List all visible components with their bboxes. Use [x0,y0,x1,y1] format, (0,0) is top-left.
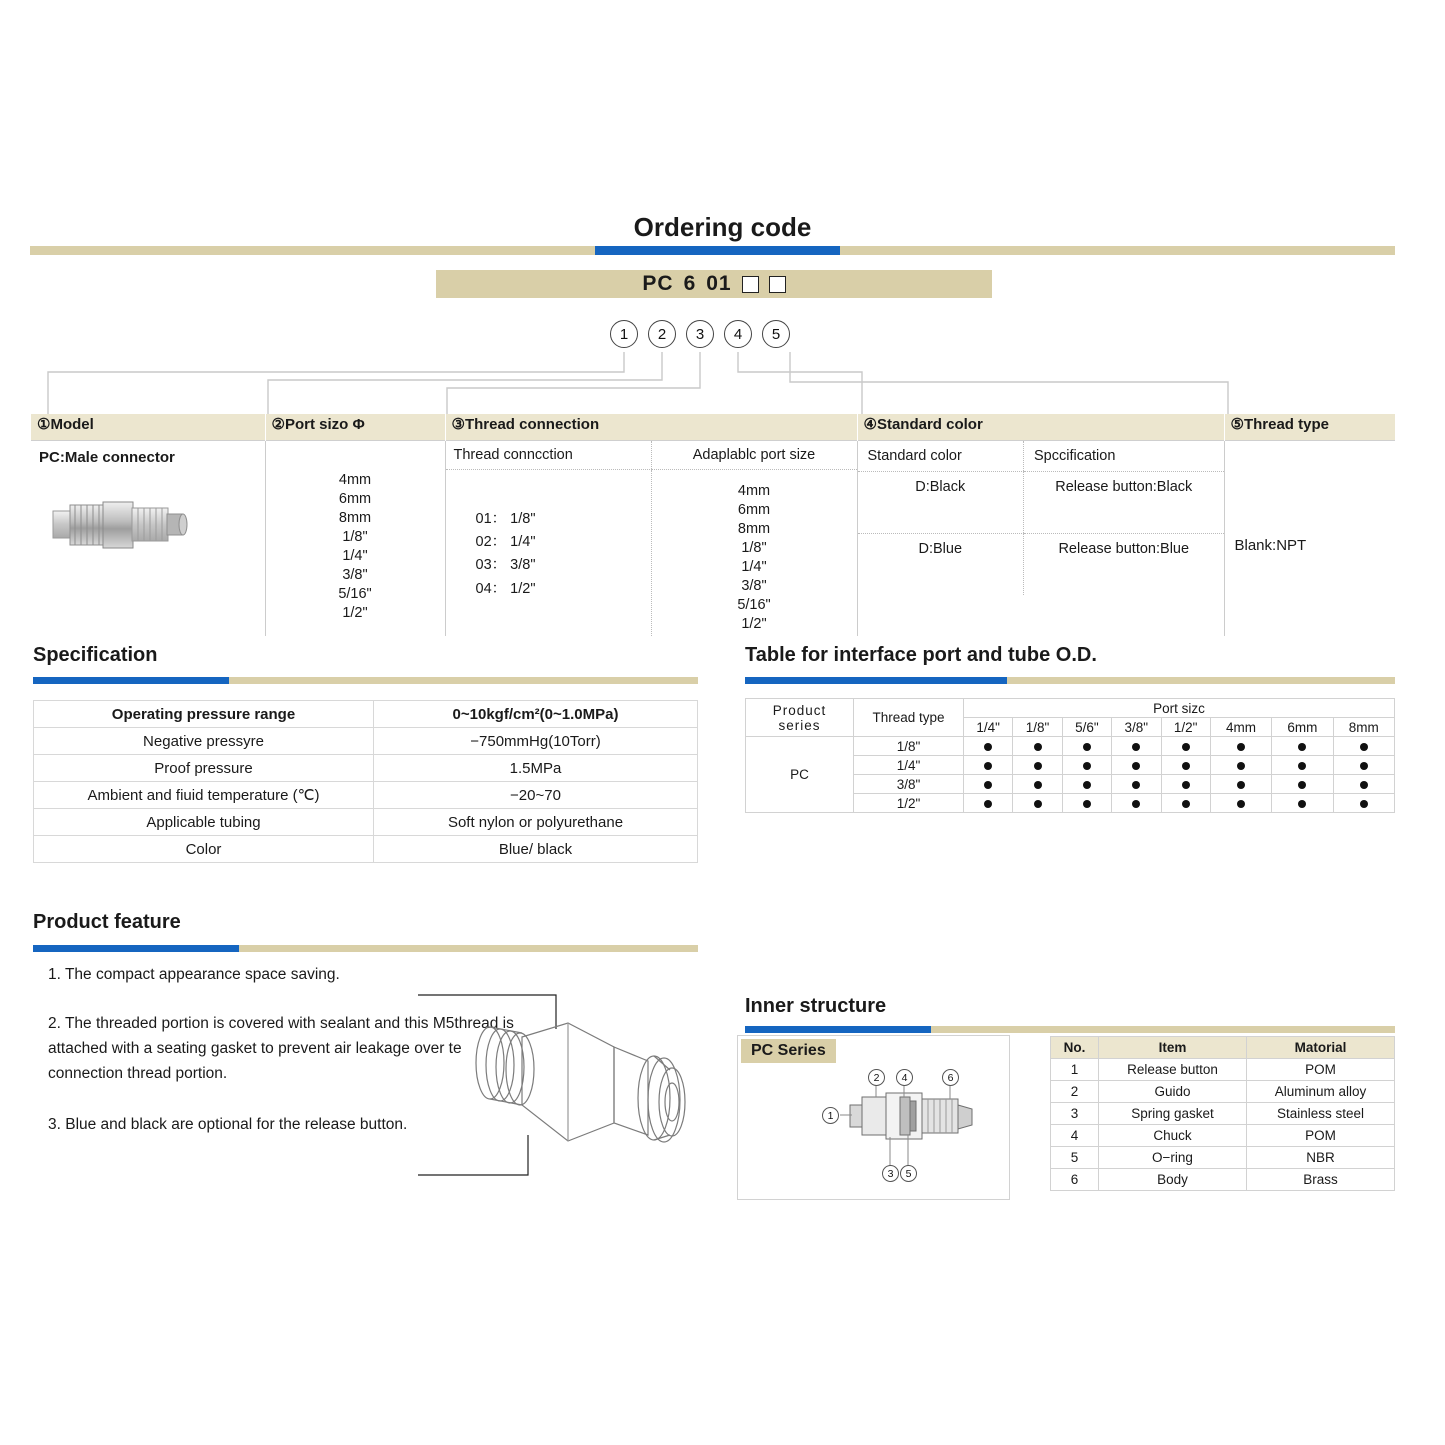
oc-cell-standard-color [857,440,1224,636]
filled-dot [1083,743,1091,751]
callout-3: 3 [686,320,714,348]
callout-5: 5 [762,320,790,348]
oc-header-thread-num: ③ [451,416,465,433]
port-size-item: 1/8" [342,528,368,545]
port-mark [1112,794,1161,813]
port-mark [1013,775,1062,794]
spec-value: −750mmHg(10Torr) [374,728,698,755]
port-size-item: 1/2" [342,605,368,622]
spec-value: 0~10kgf/cm²(0~1.0MPa) [374,701,698,728]
spec-value: 1.5MPa [374,755,698,782]
adaptable-port-item: 6mm [737,501,771,518]
table-row [1051,1125,1395,1147]
inner-structure-cutaway [830,1075,1008,1180]
filled-dot [1237,800,1245,808]
table-row [34,836,698,863]
filled-dot [1298,800,1306,808]
port-mark [1210,794,1271,813]
oc-header-port [265,414,445,440]
oc-header-thread-text: Thread connection [464,416,600,433]
table-row [34,809,698,836]
table-row [1051,1169,1395,1191]
port-size-item: 5/16" [338,586,372,603]
filled-dot [1083,781,1091,789]
port-mark [1112,737,1161,756]
adaptable-port-item: 8mm [737,520,771,537]
color-header-code: Standard color [858,441,1024,472]
port-size-col-header: 3/8" [1112,718,1161,737]
port-row-thread: 3/8" [854,775,964,794]
model-label: PC:Male connector [39,448,175,466]
code-port-size: 6 [683,272,697,295]
thread-code-item: 04： 1/2" [475,580,536,597]
product-feature-line-drawing [418,985,708,1210]
oc-header-color-text: Standard color [876,416,983,433]
port-mark [1062,756,1111,775]
port-mark [1112,775,1161,794]
port-table-rule-blue [745,677,1007,684]
product-feature-rule-blue [33,945,239,952]
inner-callout-6: 6 [942,1069,959,1086]
filled-dot [1298,762,1306,770]
inner-row-material: POM [1247,1059,1395,1081]
port-header-series-line2: series [778,717,821,733]
ordering-table-header-row [31,414,1395,440]
port-header-series [746,699,854,737]
port-row-thread: 1/4" [854,756,964,775]
port-size-col-header: 1/8" [1013,718,1062,737]
inner-row-item: Guido [1099,1081,1247,1103]
filled-dot [1237,762,1245,770]
inner-row-material: Stainless steel [1247,1103,1395,1125]
port-tube-table [745,698,1395,813]
ordering-code-string [436,270,992,298]
oc-header-color-num: ④ [863,416,877,433]
port-row-thread: 1/2" [854,794,964,813]
port-series-name: PC [746,737,854,813]
port-mark [1333,756,1394,775]
specification-table [33,700,698,863]
thread-sub-header-right: Adaplablc port size [651,441,857,470]
thread-sub-body-row [446,469,857,636]
inner-row-material: Aluminum alloy [1247,1081,1395,1103]
ordering-code-rule [0,246,1445,256]
thread-code-item: 03： 3/8" [475,557,536,574]
filled-dot [1034,762,1042,770]
filled-dot [1237,781,1245,789]
adaptable-port-item: 3/8" [741,578,767,595]
specification-rule-blue [33,677,229,684]
adaptable-port-item: 1/2" [741,616,767,633]
inner-structure-rule-blue [745,1026,931,1033]
inner-structure-title: Inner structure [745,995,887,1017]
port-mark [1013,756,1062,775]
adaptable-port-item: 1/8" [741,539,767,556]
feature-item-2: 2. The threaded portion is covered with sealant and this M5thread is attached with a seating gasket to prevent air leakage over te connection thread portion. [48,1015,514,1083]
port-mark [964,737,1013,756]
filled-dot [984,762,992,770]
inner-row-no: 2 [1051,1081,1099,1103]
inner-row-material: NBR [1247,1147,1395,1169]
port-mark [1062,737,1111,756]
inner-callout-3: 3 [882,1165,899,1182]
inner-header-material: Matorial [1247,1037,1395,1059]
filled-dot [1034,743,1042,751]
spec-label: Color [34,836,374,863]
ordering-code-title: Ordering code [633,212,812,242]
inner-row-material: POM [1247,1125,1395,1147]
color-row-blue [858,533,1224,595]
table-row [34,728,698,755]
port-row-thread: 1/8" [854,737,964,756]
filled-dot [1360,781,1368,789]
table-row [746,737,1395,756]
feature-item-3: 3. Blue and black are optional for the release button. [48,1116,408,1134]
filled-dot [1182,743,1190,751]
port-size-col-header: 8mm [1333,718,1394,737]
port-size-list [266,441,445,624]
port-size-item: 8mm [338,509,372,526]
color-code-black: D:Black [858,471,1024,533]
thread-code-item: 01： 1/8" [475,510,536,527]
adaptable-port-item: 4mm [737,482,771,499]
filled-dot [1360,800,1368,808]
oc-header-port-text: Port sizo Φ [284,416,365,433]
thread-sub-header-row [446,441,857,470]
port-mark [964,794,1013,813]
inner-callout-2: 2 [868,1069,885,1086]
inner-row-no: 1 [1051,1059,1099,1081]
adaptable-port-list [651,469,857,636]
spec-label: Operating pressure range [34,701,374,728]
inner-callout-5: 5 [900,1165,917,1182]
callout-4: 4 [724,320,752,348]
port-size-col-header: 6mm [1272,718,1333,737]
port-header-series-line1: Product [772,702,827,718]
port-mark [1272,737,1333,756]
port-mark [964,756,1013,775]
ordering-code-callouts [610,320,790,348]
spec-label: Applicable tubing [34,809,374,836]
oc-cell-model [31,440,265,636]
port-size-col-header: 1/4" [964,718,1013,737]
filled-dot [1132,781,1140,789]
port-size-item: 1/4" [342,548,368,564]
table-row [1051,1081,1395,1103]
filled-dot [984,781,992,789]
filled-dot [1182,781,1190,789]
thread-code-item: 02： 1/4" [475,533,536,550]
ordering-table-body-row [31,440,1395,636]
port-mark [1272,794,1333,813]
ordering-code-table [31,414,1395,636]
inner-row-no: 3 [1051,1103,1099,1125]
port-size-col-header: 5/6" [1062,718,1111,737]
specification-title: Specification [33,644,158,666]
port-size-item: 3/8" [342,567,368,584]
inner-row-item: O−ring [1099,1147,1247,1169]
port-mark [1161,775,1210,794]
oc-header-model-num: ① [37,416,51,433]
filled-dot [1237,743,1245,751]
oc-header-thread-type-num: ⑤ [1230,416,1244,433]
filled-dot [1298,781,1306,789]
table-header-row [1051,1037,1395,1059]
filled-dot [1132,762,1140,770]
oc-cell-thread-connection [445,440,857,636]
oc-header-model [31,414,265,440]
callout-2: 2 [648,320,676,348]
standard-color-subtable [858,441,1224,596]
filled-dot [1298,743,1306,751]
oc-header-thread-type [1224,414,1395,440]
adaptable-port-item: 1/4" [741,559,767,575]
adaptable-port-item: 5/16" [737,597,771,614]
inner-structure-table [1050,1036,1395,1191]
oc-cell-port-size [265,440,445,636]
thread-sub-header-left: Thread conncction [446,441,652,470]
inner-header-no: No. [1051,1037,1099,1059]
port-size-item: 4mm [338,471,372,488]
oc-header-port-num: ② [271,416,285,433]
thread-type-value: Blank:NPT [1234,536,1307,554]
spec-value: Soft nylon or polyurethane [374,809,698,836]
thread-connection-subtable [446,441,857,636]
port-mark [1013,794,1062,813]
filled-dot [984,800,992,808]
spec-value: Blue/ black [374,836,698,863]
filled-dot [1182,762,1190,770]
filled-dot [1034,800,1042,808]
port-mark [1333,794,1394,813]
filled-dot [1360,743,1368,751]
port-mark [1272,756,1333,775]
port-header-thread-type: Thread type [854,699,964,737]
filled-dot [1132,743,1140,751]
filled-dot [1360,762,1368,770]
port-mark [1210,756,1271,775]
code-empty-box-4 [742,276,759,293]
filled-dot [1034,781,1042,789]
oc-header-thread-type-text: Thread type [1243,416,1329,433]
oc-cell-thread-type [1224,440,1395,636]
inner-row-item: Body [1099,1169,1247,1191]
color-header-row [858,441,1224,472]
product-feature-title: Product feature [33,911,181,933]
filled-dot [1182,800,1190,808]
spec-label: Ambient and fiuid temperature (℃) [34,782,374,809]
port-mark [1210,775,1271,794]
male-connector-illustration [39,480,219,572]
filled-dot [1083,762,1091,770]
feature-item-1: 1. The compact appearance space saving. [48,966,340,983]
thread-code-list [446,469,652,636]
port-mark [1333,775,1394,794]
port-size-col-header: 1/2" [1161,718,1210,737]
port-mark [1333,737,1394,756]
table-row [1051,1103,1395,1125]
rule-blue [595,246,840,255]
callout-1: 1 [610,320,638,348]
pc-series-tag: PC Series [741,1039,836,1063]
color-code-blue: D:Blue [918,540,963,557]
inner-callout-4: 4 [896,1069,913,1086]
port-mark [1013,737,1062,756]
code-empty-box-5 [769,276,786,293]
table-row [34,701,698,728]
port-mark [1161,794,1210,813]
inner-callout-1: 1 [822,1107,839,1124]
port-table-title: Table for interface port and tube O.D. [745,644,1097,666]
port-mark [1161,756,1210,775]
inner-row-no: 6 [1051,1169,1099,1191]
port-mark [1210,737,1271,756]
inner-row-item: Spring gasket [1099,1103,1247,1125]
color-spec-black: Release button:Black [1024,471,1224,533]
inner-header-item: Item [1099,1037,1247,1059]
inner-row-material: Brass [1247,1169,1395,1191]
spec-label: Proof pressure [34,755,374,782]
port-mark [1161,737,1210,756]
code-prefix: PC [642,272,674,295]
fitting-photo [39,480,257,590]
color-header-spec: Spccification [1024,441,1224,472]
table-row [34,755,698,782]
port-mark [1062,775,1111,794]
port-mark [964,775,1013,794]
code-thread: 01 [706,272,732,295]
port-size-item: 6mm [338,490,372,507]
table-row [746,699,1395,718]
color-spec-blue: Release button:Blue [1024,533,1224,595]
spec-label: Negative pressyre [34,728,374,755]
port-size-col-header: 4mm [1210,718,1271,737]
oc-header-thread [445,414,857,440]
filled-dot [1132,800,1140,808]
table-row [1051,1059,1395,1081]
oc-header-model-text: Model [50,416,94,433]
inner-row-no: 5 [1051,1147,1099,1169]
color-row-black [858,471,1224,533]
filled-dot [1083,800,1091,808]
inner-row-no: 4 [1051,1125,1099,1147]
oc-header-color [857,414,1224,440]
filled-dot [984,743,992,751]
port-mark [1062,794,1111,813]
table-row [1051,1147,1395,1169]
table-row [34,782,698,809]
inner-row-item: Chuck [1099,1125,1247,1147]
port-mark [1112,756,1161,775]
port-header-group: Port sizc [964,699,1395,718]
inner-row-item: Release button [1099,1059,1247,1081]
spec-value: −20~70 [374,782,698,809]
port-mark [1272,775,1333,794]
